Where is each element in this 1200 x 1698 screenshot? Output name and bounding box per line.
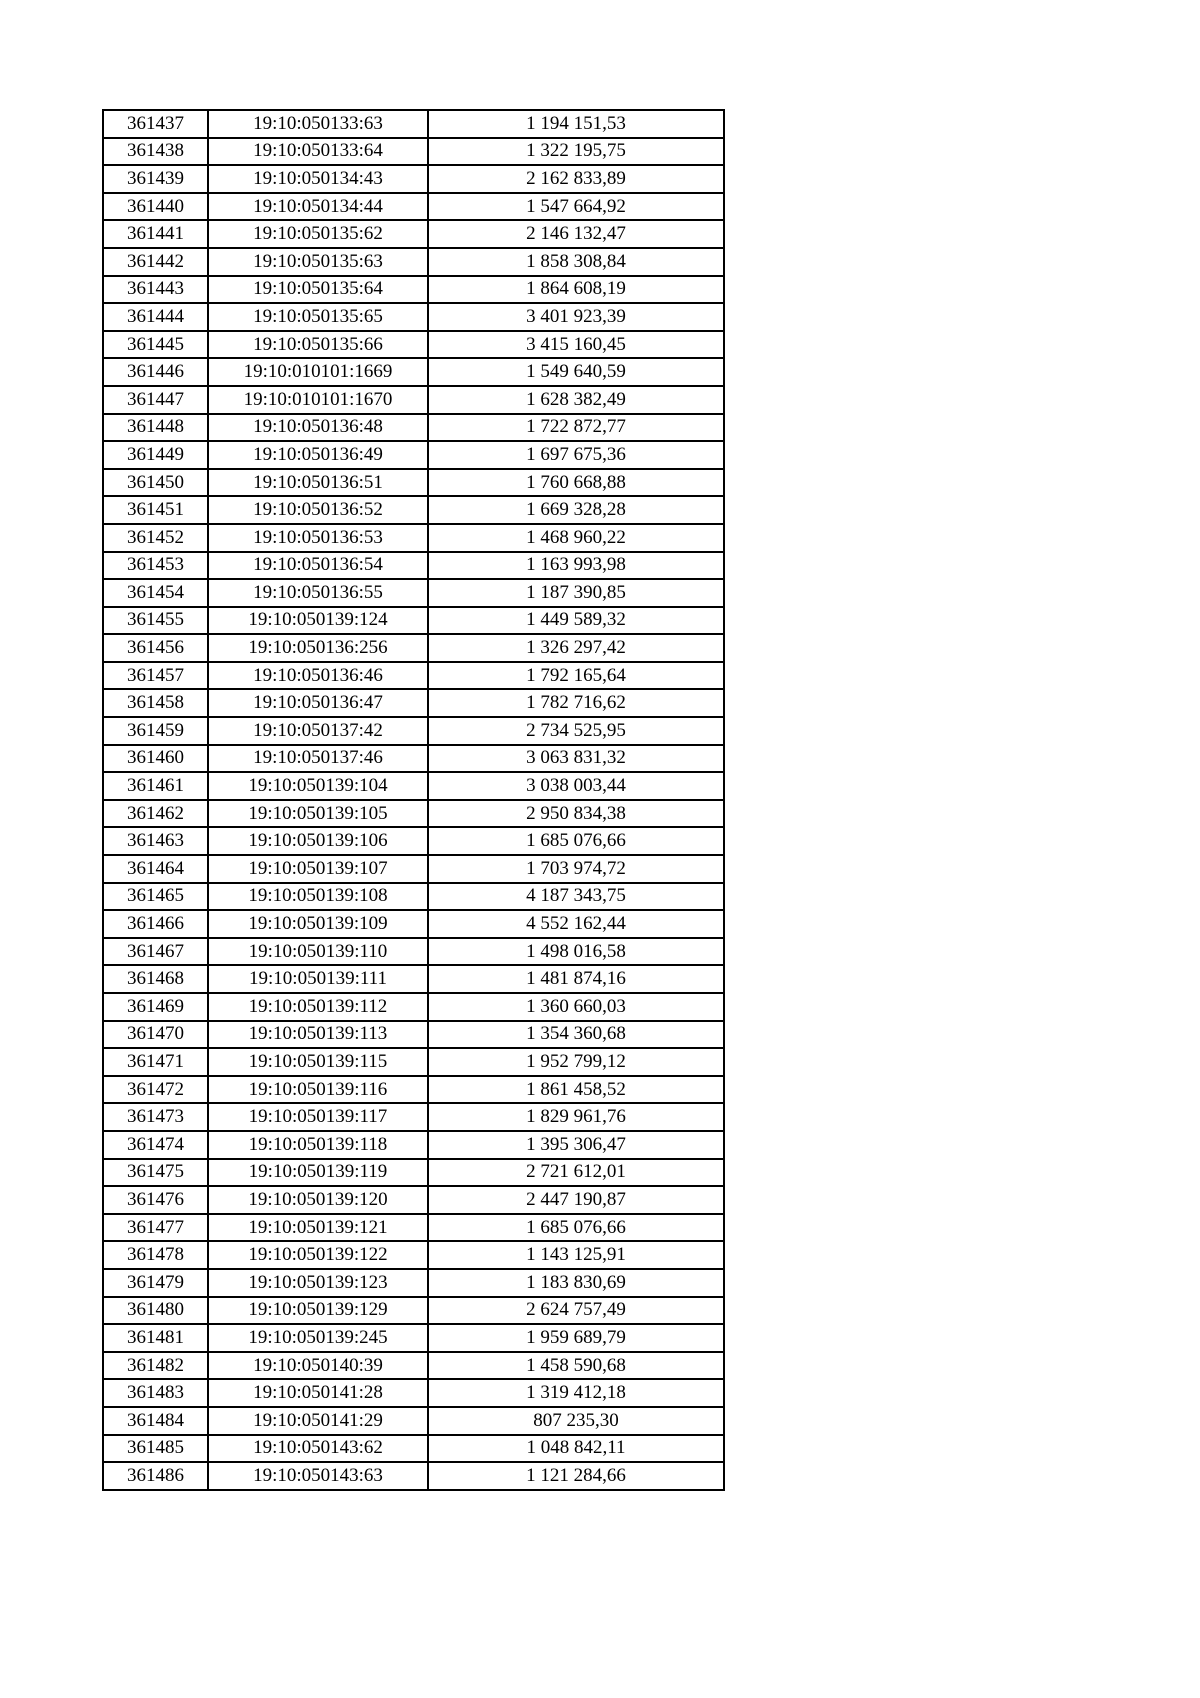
cadastral-number-cell: 19:10:050133:64 [208,138,428,166]
cadastral-value-cell: 1 722 872,77 [428,414,724,442]
table-row [103,772,724,800]
row-number-cell: 361474 [103,1131,208,1159]
table-row [103,1297,724,1325]
table-row [103,1435,724,1463]
table-row [103,1324,724,1352]
row-number-cell: 361454 [103,579,208,607]
cadastral-value-cell: 1 326 297,42 [428,634,724,662]
row-number-cell: 361453 [103,552,208,580]
row-number-cell: 361456 [103,634,208,662]
cadastral-number-cell: 19:10:050137:42 [208,717,428,745]
table-row [103,220,724,248]
row-number-cell: 361455 [103,607,208,635]
row-number-cell: 361459 [103,717,208,745]
table-row [103,827,724,855]
cadastral-number-cell: 19:10:050139:112 [208,993,428,1021]
row-number-cell: 361460 [103,745,208,773]
cadastral-value-cell: 2 624 757,49 [428,1297,724,1325]
cadastral-number-cell: 19:10:050139:121 [208,1214,428,1242]
cadastral-number-cell: 19:10:050136:47 [208,689,428,717]
table-row [103,276,724,304]
cadastral-number-cell: 19:10:050139:245 [208,1324,428,1352]
cadastral-number-cell: 19:10:050139:115 [208,1048,428,1076]
table-row [103,1269,724,1297]
cadastral-value-cell: 2 721 612,01 [428,1159,724,1187]
row-number-cell: 361445 [103,331,208,359]
cadastral-number-cell: 19:10:050136:49 [208,441,428,469]
table-row [103,165,724,193]
row-number-cell: 361450 [103,469,208,497]
cadastral-value-cell: 1 183 830,69 [428,1269,724,1297]
table-row [103,1352,724,1380]
cadastral-number-cell: 19:10:050135:63 [208,248,428,276]
cadastral-number-cell: 19:10:050136:55 [208,579,428,607]
cadastral-value-cell: 2 146 132,47 [428,220,724,248]
table-row [103,1379,724,1407]
table-row [103,1131,724,1159]
cadastral-number-cell: 19:10:050139:105 [208,800,428,828]
cadastral-number-cell: 19:10:050139:122 [208,1241,428,1269]
cadastral-value-cell: 1 697 675,36 [428,441,724,469]
cadastral-value-cell: 4 552 162,44 [428,910,724,938]
cadastral-number-cell: 19:10:050136:48 [208,414,428,442]
cadastral-number-cell: 19:10:050139:107 [208,855,428,883]
cadastral-number-cell: 19:10:050136:51 [208,469,428,497]
cadastral-value-cell: 1 121 284,66 [428,1462,724,1490]
cadastral-value-cell: 1 354 360,68 [428,1021,724,1049]
table-row [103,496,724,524]
cadastral-value-cell: 2 447 190,87 [428,1186,724,1214]
cadastral-value-cell: 1 319 412,18 [428,1379,724,1407]
cadastral-value-cell: 1 449 589,32 [428,607,724,635]
cadastral-number-cell: 19:10:050139:116 [208,1076,428,1104]
row-number-cell: 361457 [103,662,208,690]
cadastral-value-cell: 1 048 842,11 [428,1435,724,1463]
cadastral-value-cell: 1 458 590,68 [428,1352,724,1380]
table-row [103,1159,724,1187]
row-number-cell: 361466 [103,910,208,938]
cadastral-number-cell: 19:10:050139:129 [208,1297,428,1325]
cadastral-value-cell: 2 162 833,89 [428,165,724,193]
cadastral-value-cell: 1 194 151,53 [428,110,724,138]
cadastral-value-cell: 1 703 974,72 [428,855,724,883]
cadastral-value-cell: 1 547 664,92 [428,193,724,221]
cadastral-value-cell: 1 498 016,58 [428,938,724,966]
cadastral-number-cell: 19:10:050141:29 [208,1407,428,1435]
row-number-cell: 361469 [103,993,208,1021]
table-row [103,689,724,717]
row-number-cell: 361438 [103,138,208,166]
cadastral-value-cell: 1 360 660,03 [428,993,724,1021]
cadastral-value-cell: 1 685 076,66 [428,1214,724,1242]
table-row [103,662,724,690]
table-row [103,993,724,1021]
row-number-cell: 361439 [103,165,208,193]
cadastral-number-cell: 19:10:050139:123 [208,1269,428,1297]
cadastral-value-cell: 1 959 689,79 [428,1324,724,1352]
cadastral-number-cell: 19:10:050143:63 [208,1462,428,1490]
table-row [103,1214,724,1242]
row-number-cell: 361482 [103,1352,208,1380]
cadastral-number-cell: 19:10:050135:62 [208,220,428,248]
cadastral-value-cell: 1 143 125,91 [428,1241,724,1269]
cadastral-number-cell: 19:10:050139:106 [208,827,428,855]
cadastral-number-cell: 19:10:050135:66 [208,331,428,359]
cadastral-value-cell: 1 481 874,16 [428,965,724,993]
cadastral-value-cell: 2 734 525,95 [428,717,724,745]
cadastral-number-cell: 19:10:050139:119 [208,1159,428,1187]
cadastral-value-cell: 1 395 306,47 [428,1131,724,1159]
row-number-cell: 361446 [103,358,208,386]
row-number-cell: 361448 [103,414,208,442]
cadastral-number-cell: 19:10:010101:1670 [208,386,428,414]
row-number-cell: 361442 [103,248,208,276]
cadastral-value-cell: 4 187 343,75 [428,883,724,911]
table-row [103,441,724,469]
row-number-cell: 361462 [103,800,208,828]
row-number-cell: 361443 [103,276,208,304]
row-number-cell: 361465 [103,883,208,911]
table-row [103,1021,724,1049]
table-row [103,386,724,414]
table-row [103,579,724,607]
cadastral-number-cell: 19:10:050134:43 [208,165,428,193]
row-number-cell: 361485 [103,1435,208,1463]
table-row [103,965,724,993]
row-number-cell: 361440 [103,193,208,221]
row-number-cell: 361458 [103,689,208,717]
cadastral-number-cell: 19:10:050136:54 [208,552,428,580]
row-number-cell: 361471 [103,1048,208,1076]
cadastral-number-cell: 19:10:050139:118 [208,1131,428,1159]
cadastral-number-cell: 19:10:050134:44 [208,193,428,221]
cadastral-value-cell: 1 858 308,84 [428,248,724,276]
table-row [103,1103,724,1131]
table-row [103,524,724,552]
cadastral-number-cell: 19:10:050136:52 [208,496,428,524]
row-number-cell: 361475 [103,1159,208,1187]
table-row [103,745,724,773]
table-row [103,469,724,497]
table-row [103,1241,724,1269]
cadastral-value-cell: 1 187 390,85 [428,579,724,607]
table-row [103,248,724,276]
cadastral-number-cell: 19:10:050135:65 [208,303,428,331]
cadastral-number-cell: 19:10:050139:104 [208,772,428,800]
cadastral-value-cell: 3 401 923,39 [428,303,724,331]
table-row [103,800,724,828]
cadastral-value-cell: 2 950 834,38 [428,800,724,828]
cadastral-value-cell: 1 322 195,75 [428,138,724,166]
cadastral-number-cell: 19:10:050137:46 [208,745,428,773]
table-row [103,634,724,662]
row-number-cell: 361477 [103,1214,208,1242]
cadastral-value-cell: 1 864 608,19 [428,276,724,304]
cadastral-value-cell: 3 038 003,44 [428,772,724,800]
cadastral-value-cell: 3 415 160,45 [428,331,724,359]
cadastral-number-cell: 19:10:050136:256 [208,634,428,662]
row-number-cell: 361461 [103,772,208,800]
table-row [103,717,724,745]
row-number-cell: 361464 [103,855,208,883]
row-number-cell: 361451 [103,496,208,524]
table-row [103,1048,724,1076]
cadastral-number-cell: 19:10:050140:39 [208,1352,428,1380]
table-row [103,607,724,635]
cadastral-value-table [102,109,725,1491]
cadastral-number-cell: 19:10:050139:113 [208,1021,428,1049]
cadastral-number-cell: 19:10:050136:53 [208,524,428,552]
row-number-cell: 361486 [103,1462,208,1490]
table-row [103,1076,724,1104]
table-row [103,855,724,883]
table-row [103,303,724,331]
cadastral-value-cell: 3 063 831,32 [428,745,724,773]
row-number-cell: 361478 [103,1241,208,1269]
cadastral-number-cell: 19:10:010101:1669 [208,358,428,386]
row-number-cell: 361463 [103,827,208,855]
cadastral-value-cell: 1 760 668,88 [428,469,724,497]
cadastral-number-cell: 19:10:050139:111 [208,965,428,993]
row-number-cell: 361468 [103,965,208,993]
cadastral-number-cell: 19:10:050141:28 [208,1379,428,1407]
cadastral-number-cell: 19:10:050143:62 [208,1435,428,1463]
row-number-cell: 361472 [103,1076,208,1104]
table-row [103,414,724,442]
cadastral-value-cell: 1 669 328,28 [428,496,724,524]
table-body [103,110,724,1490]
table-row [103,331,724,359]
table-row [103,883,724,911]
table-row [103,1186,724,1214]
cadastral-number-cell: 19:10:050133:63 [208,110,428,138]
row-number-cell: 361470 [103,1021,208,1049]
table-row [103,138,724,166]
row-number-cell: 361479 [103,1269,208,1297]
row-number-cell: 361481 [103,1324,208,1352]
row-number-cell: 361449 [103,441,208,469]
cadastral-number-cell: 19:10:050139:117 [208,1103,428,1131]
row-number-cell: 361476 [103,1186,208,1214]
table-row [103,1407,724,1435]
row-number-cell: 361467 [103,938,208,966]
cadastral-value-cell: 1 549 640,59 [428,358,724,386]
row-number-cell: 361447 [103,386,208,414]
cadastral-value-cell: 1 782 716,62 [428,689,724,717]
table-row [103,938,724,966]
cadastral-number-cell: 19:10:050139:120 [208,1186,428,1214]
cadastral-value-cell: 1 861 458,52 [428,1076,724,1104]
cadastral-number-cell: 19:10:050136:46 [208,662,428,690]
table-row [103,110,724,138]
cadastral-value-cell: 1 829 961,76 [428,1103,724,1131]
row-number-cell: 361437 [103,110,208,138]
table-row [103,193,724,221]
cadastral-value-cell: 1 685 076,66 [428,827,724,855]
row-number-cell: 361473 [103,1103,208,1131]
row-number-cell: 361480 [103,1297,208,1325]
cadastral-value-cell: 1 952 799,12 [428,1048,724,1076]
cadastral-number-cell: 19:10:050139:124 [208,607,428,635]
cadastral-value-cell: 1 792 165,64 [428,662,724,690]
cadastral-number-cell: 19:10:050135:64 [208,276,428,304]
cadastral-value-cell: 1 468 960,22 [428,524,724,552]
cadastral-value-cell: 1 163 993,98 [428,552,724,580]
table-row [103,552,724,580]
cadastral-value-cell: 1 628 382,49 [428,386,724,414]
cadastral-number-cell: 19:10:050139:108 [208,883,428,911]
row-number-cell: 361484 [103,1407,208,1435]
table-row [103,910,724,938]
table-row [103,1462,724,1490]
table-row [103,358,724,386]
cadastral-value-cell: 807 235,30 [428,1407,724,1435]
row-number-cell: 361452 [103,524,208,552]
cadastral-number-cell: 19:10:050139:109 [208,910,428,938]
cadastral-number-cell: 19:10:050139:110 [208,938,428,966]
row-number-cell: 361441 [103,220,208,248]
row-number-cell: 361483 [103,1379,208,1407]
row-number-cell: 361444 [103,303,208,331]
